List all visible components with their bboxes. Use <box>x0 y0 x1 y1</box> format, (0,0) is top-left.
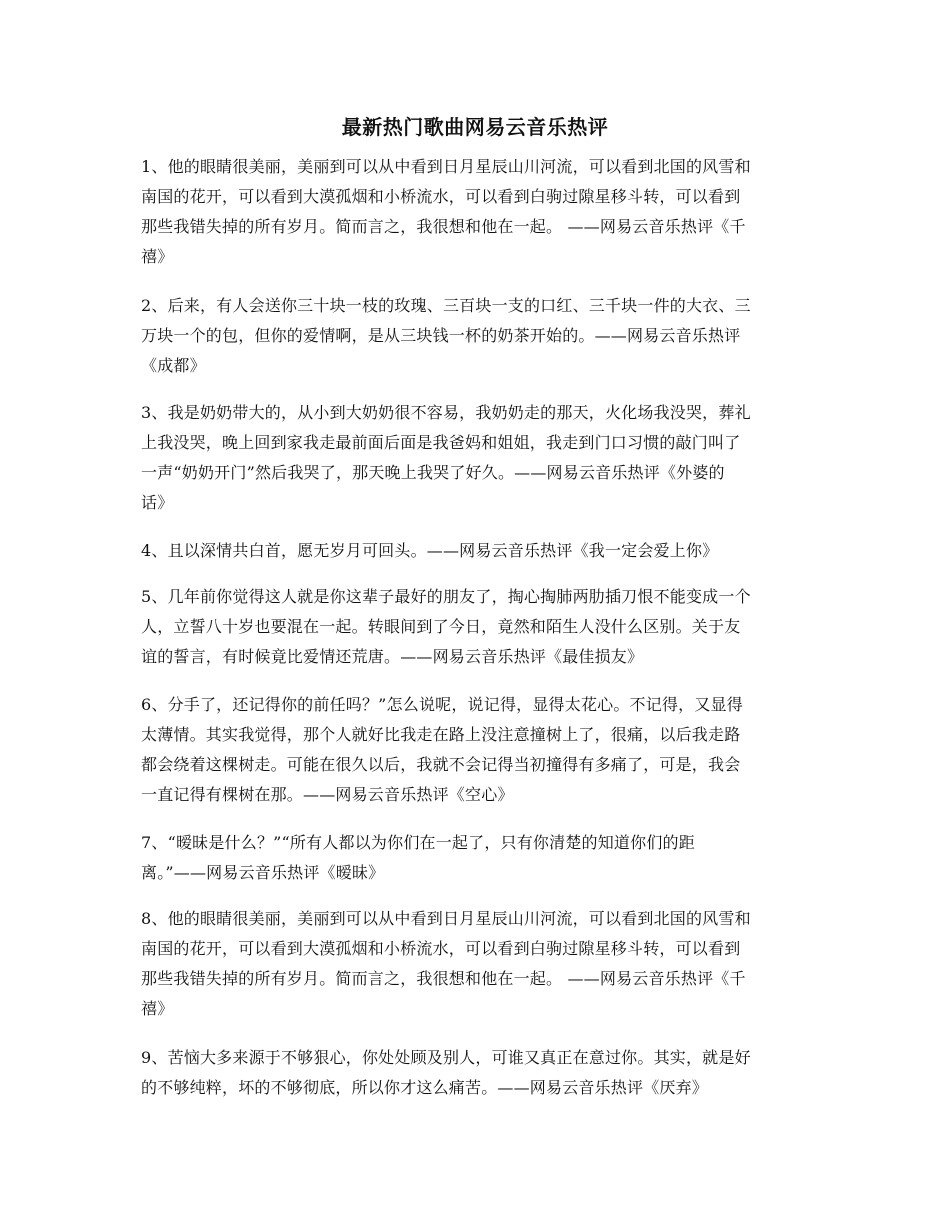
entry-line: 禧》 <box>141 247 174 266</box>
entry-line: 人，立誓八十岁也要混在一起。转眼间到了今日，竟然和陌生人没什么区别。关于友 <box>141 617 741 636</box>
entry-line: 那些我错失掉的所有岁月。简而言之，我很想和他在一起。 ——网易云音乐热评《千 <box>141 217 746 236</box>
entry-line: 太薄情。其实我觉得，那个人就好比我走在路上没注意撞树上了，很痛，以后我走路 <box>141 725 741 744</box>
entry-line: 9、苦恼大多来源于不够狠心，你处处顾及别人，可谁又真正在意过你。其实，就是好 <box>141 1048 751 1067</box>
entry-line: 2、后来，有人会送你三十块一枝的玫瑰、三百块一支的口红、三千块一件的大衣、三 <box>141 296 751 315</box>
document-title: 最新热门歌曲网易云音乐热评 <box>341 115 609 139</box>
entry-line: 谊的誓言，有时候竟比爱情还荒唐。——网易云音乐热评《最佳损友》 <box>141 647 644 666</box>
entry-line: 8、他的眼睛很美丽，美丽到可以从中看到日月星辰山川河流，可以看到北国的风雪和 <box>141 909 751 928</box>
entry-line: 一直记得有棵树在那。——网易云音乐热评《空心》 <box>141 785 514 804</box>
entry-line: 那些我错失掉的所有岁月。简而言之，我很想和他在一起。 ——网易云音乐热评《千 <box>141 969 746 988</box>
comment-entry-4 <box>141 536 813 566</box>
entry-line: 离。”——网易云音乐热评《暧昧》 <box>141 863 385 882</box>
entry-line: 的不够纯粹，坏的不够彻底，所以你才这么痛苦。——网易云音乐热评《厌弃》 <box>141 1078 709 1097</box>
comment-entry-3 <box>141 398 813 518</box>
comment-entry-7 <box>141 828 813 888</box>
entry-line: 一声“奶奶开门”然后我哭了，那天晚上我哭了好久。——网易云音乐热评《外婆的 <box>141 463 725 482</box>
comment-entry-9 <box>141 1043 813 1103</box>
entry-line: 南国的花开，可以看到大漠孤烟和小桥流水，可以看到白驹过隙星移斗转，可以看到 <box>141 939 741 958</box>
entry-line: 1、他的眼睛很美丽，美丽到可以从中看到日月星辰山川河流，可以看到北国的风雪和 <box>141 157 751 176</box>
comment-entry-5 <box>141 582 813 672</box>
entry-line: 都会绕着这棵树走。可能在很久以后，我就不会记得当初撞得有多痛了，可是，我会 <box>141 755 741 774</box>
comment-entry-6 <box>141 690 813 810</box>
entry-line: 3、我是奶奶带大的，从小到大奶奶很不容易，我奶奶走的那天，火化场我没哭，葬礼 <box>141 403 751 422</box>
comment-entry-1 <box>141 152 813 272</box>
entry-line: 万块一个的包，但你的爱情啊，是从三块钱一杯的奶茶开始的。——网易云音乐热评 <box>141 326 741 345</box>
entry-line: 6、分手了，还记得你的前任吗？”怎么说呢，说记得，显得太花心。不记得，又显得 <box>141 695 743 714</box>
entry-line: 7、“暧昧是什么？”“所有人都以为你们在一起了，只有你清楚的知道你们的距 <box>141 833 695 852</box>
entry-line: 南国的花开，可以看到大漠孤烟和小桥流水，可以看到白驹过隙星移斗转，可以看到 <box>141 187 741 206</box>
comment-entry-2 <box>141 291 813 381</box>
entry-line: 4、且以深情共白首，愿无岁月可回头。——网易云音乐热评《我一定会爱上你》 <box>141 541 719 560</box>
entry-line: 上我没哭，晚上回到家我走最前面后面是我爸妈和姐姐，我走到门口习惯的敲门叫了 <box>141 433 741 452</box>
entry-line: 《成都》 <box>141 356 206 375</box>
entry-line: 话》 <box>141 493 174 512</box>
entry-line: 禧》 <box>141 999 174 1018</box>
entry-line: 5、几年前你觉得这人就是你这辈子最好的朋友了，掏心掏肺两肋插刀恨不能变成一个 <box>141 587 751 606</box>
comment-entry-8 <box>141 904 813 1024</box>
